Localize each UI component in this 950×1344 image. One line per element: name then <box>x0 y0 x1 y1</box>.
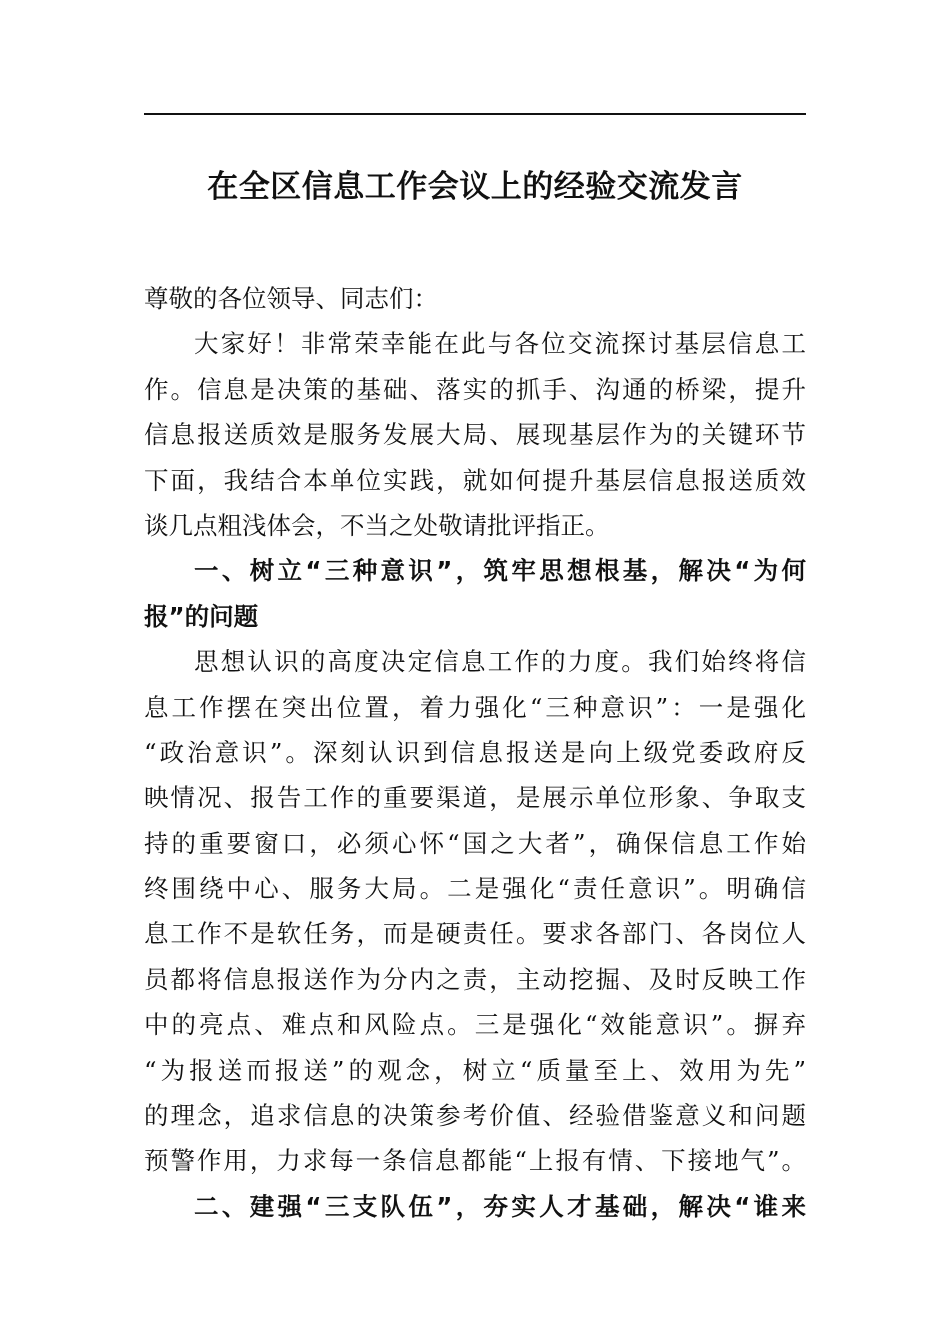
section-heading-line: 二、建强“三支队伍”，夯实人才基础，解决“谁来 <box>194 1191 806 1221</box>
paragraph-line: 中的亮点、难点和风险点。三是强化“效能意识”。摒弃 <box>144 1010 806 1040</box>
paragraph-line: 持的重要窗口，必须心怀“国之大者”，确保信息工作始 <box>144 828 806 858</box>
paragraph-line: 终围绕中心、服务大局。二是强化“责任意识”。明确信 <box>144 874 806 904</box>
paragraph-line: 的理念，追求信息的决策参考价值、经验借鉴意义和问题 <box>144 1101 806 1131</box>
document-title: 在全区信息工作会议上的经验交流发言 <box>207 169 743 205</box>
paragraph-line: 映情况、报告工作的重要渠道，是展示单位形象、争取支 <box>144 783 806 813</box>
paragraph-line: 尊敬的各位领导、同志们： <box>144 284 438 313</box>
paragraph-line: 员都将信息报送作为分内之责，主动挖掘、及时反映工作 <box>144 964 806 994</box>
paragraph-line: 息工作不是软任务，而是硬责任。要求各部门、各岗位人 <box>144 919 806 949</box>
paragraph-line: “为报送而报送”的观念，树立“质量至上、效用为先” <box>144 1055 806 1085</box>
paragraph-line: “政治意识”。深刻认识到信息报送是向上级党委政府反 <box>144 737 806 767</box>
header-rule <box>144 113 806 115</box>
paragraph-line: 思想认识的高度决定信息工作的力度。我们始终将信 <box>194 647 806 677</box>
paragraph-line: 信息报送质效是服务发展大局、展现基层作为的关键环节 <box>144 420 806 450</box>
paragraph-line: 大家好！非常荣幸能在此与各位交流探讨基层信息工 <box>194 329 806 359</box>
section-heading-line: 报”的问题 <box>144 601 259 631</box>
paragraph-line: 下面，我结合本单位实践，就如何提升基层信息报送质效 <box>144 465 806 495</box>
paragraph-line: 谈几点粗浅体会，不当之处敬请批评指正。 <box>144 510 610 540</box>
paragraph-line: 预警作用，力求每一条信息都能“上报有情、下接地气”。 <box>144 1146 806 1176</box>
paragraph-line: 作。信息是决策的基础、落实的抓手、沟通的桥梁，提升 <box>144 374 806 404</box>
document-body <box>144 276 806 1229</box>
section-heading-line: 一、树立“三种意识”，筑牢思想根基，解决“为何 <box>194 556 806 586</box>
paragraph-line: 息工作摆在突出位置，着力强化“三种意识”：一是强化 <box>144 692 806 722</box>
